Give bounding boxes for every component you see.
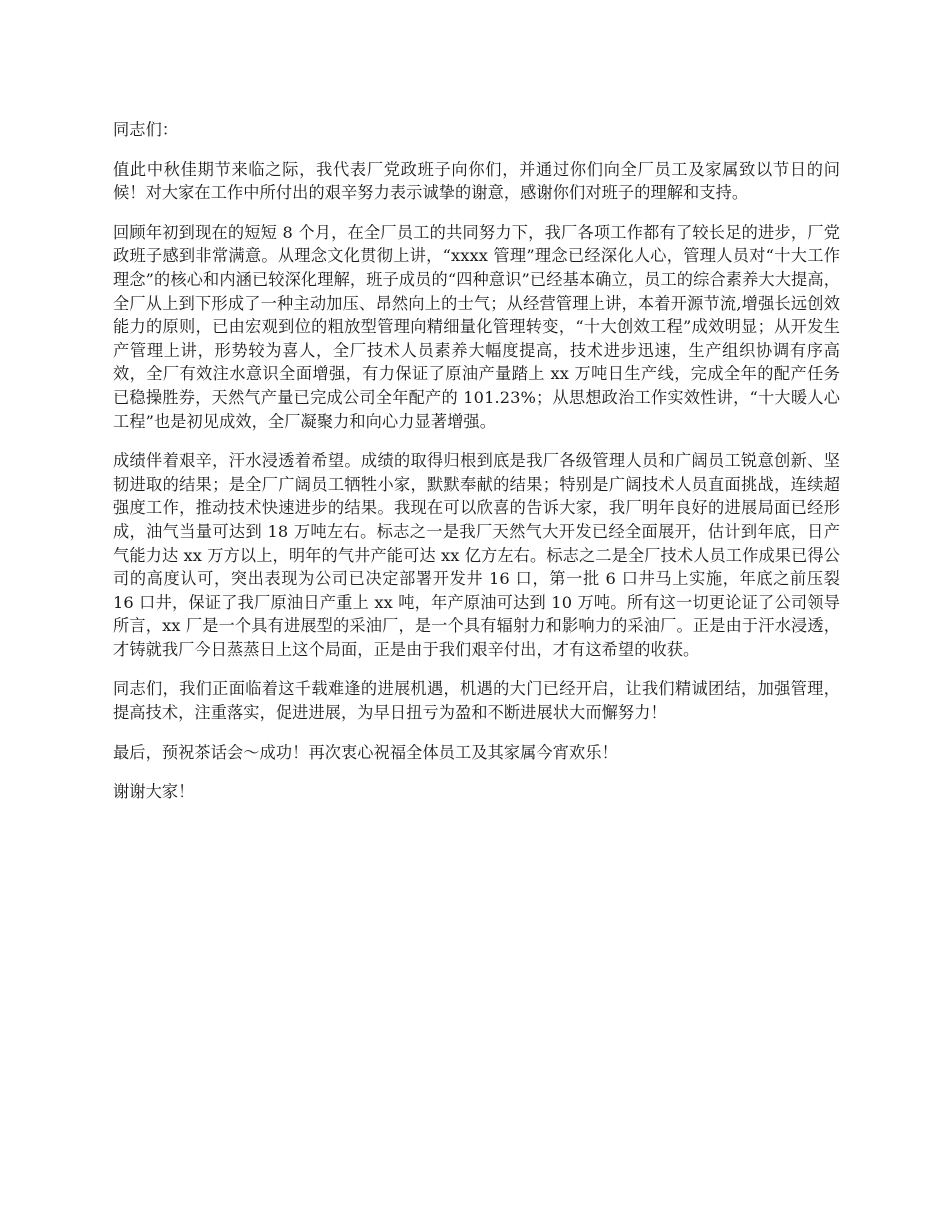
salutation: 同志们： bbox=[113, 120, 179, 139]
paragraph-achievements: 成绩伴着艰辛，汗水浸透着希望。成绩的取得归根到底是我厂各级管理人员和广阔员工锐意创新、坚韧进取的结果；是全厂广阔员工牺牲小家，默默奉献的结果；特别是广阔技术人员直面挑战，连续超强度工作，推动技术快速进步的结果。我现在可以欣喜的告诉大家，我厂明年良好的进展局面已经形成，油气当量可达到 18 万吨左右。标志之一是我厂天然气大开发已经全面展开，估计到年底，日产气能力达 xx 万方以上，明年的气井产能可达 xx 亿方左右。标志之二是全厂技术人员工作成果已得公司的高度认可，突出表现为公司已决定部署开发井 16 口，第一批 6 口井马上实施，年底之前压裂 16 口井，保证了我厂原油日产重上 xx 吨，年产原油可达到 10 万吨。所有这一切更论证了公司领导所言，xx 厂是一个具有进展型的采油厂，是一个具有辐射力和影响力的采油厂。正是由于汗水浸透，才铸就我厂今日蒸蒸日上这个局面，正是由于我们艰辛付出，才有这希望的收获。 bbox=[113, 451, 840, 659]
document-body bbox=[113, 118, 840, 820]
paragraph-greeting: 值此中秋佳期节来临之际，我代表厂党政班子向你们，并通过你们向全厂员工及家属致以节日的问候！对大家在工作中所付出的艰辛努力表示诚挚的谢意，感谢你们对班子的理解和支持。 bbox=[113, 159, 840, 203]
paragraph-call-to-action: 同志们，我们正面临着这千载难逢的进展机遇，机遇的大门已经开启，让我们精诚团结，加强管理，提高技术，注重落实，促进进展，为早日扭亏为盈和不断进展状大而懈努力！ bbox=[113, 679, 840, 723]
paragraph-thanks: 谢谢大家！ bbox=[113, 782, 195, 802]
paragraph-review: 回顾年初到现在的短短 8 个月，在全厂员工的共同努力下，我厂各项工作都有了较长足的进步，厂党政班子感到非常满意。从理念文化贯彻上讲，“xxxx 管理”理念已经深化人心，管理人员对“十大工作理念”的核心和内涵已较深化理解，班子成员的“四种意识”已经基本确立，员工的综合素养大大提高，全厂从上到下形成了一种主动加压、昂然向上的士气；从经营管理上讲，本着开源节流,增强长远创效能力的原则，已由宏观到位的粗放型管理向精细量化管理转变，“十大创效工程”成效明显；从开发生产管理上讲，形势较为喜人，全厂技术人员素养大幅度提高，技术进步迅速，生产组织协调有序高效，全厂有效注水意识全面增强，有力保证了原油产量踏上 xx 万吨日生产线，完成全年的配产任务已稳操胜券，天然气产量已完成公司全年配产的 101.23%；从思想政治工作实效性讲，“十大暖人心工程”也是初见成效，全厂凝聚力和向心力显著增强。 bbox=[113, 222, 840, 431]
paragraph-closing-wishes: 最后，预祝茶话会～成功！再次衷心祝福全体员工及其家属今宵欢乐！ bbox=[113, 742, 618, 762]
